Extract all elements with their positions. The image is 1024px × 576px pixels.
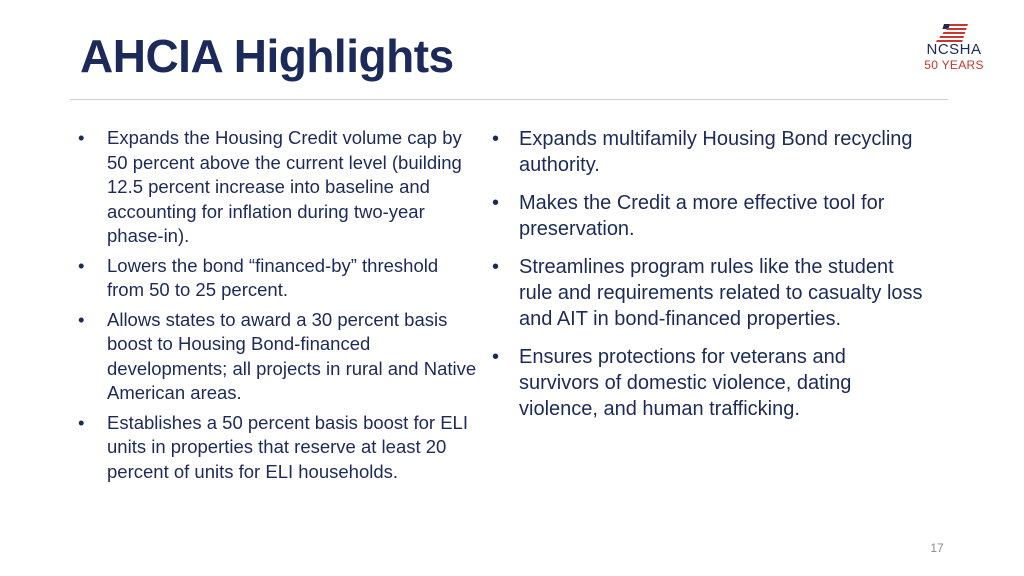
page-number: 17 xyxy=(930,541,944,555)
list-item xyxy=(490,344,930,422)
list-item-text: Expands multifamily Housing Bond recycling authority. xyxy=(519,128,913,176)
list-item-text: Streamlines program rules like the student rule and requirements related to casualty loss and AIT in bond-financed properties. xyxy=(519,256,923,330)
bullet-icon: • xyxy=(492,346,500,368)
list-item-text: Expands the Housing Credit volume cap by 50 percent above the current level (building 12.5 percent increase into baseline and accounting for inflation during two-year phase-in). xyxy=(107,127,462,246)
logo-subtitle: 50 YEARS xyxy=(924,58,984,72)
bullet-icon: • xyxy=(78,411,85,433)
bullet-icon: • xyxy=(78,254,85,276)
list-item xyxy=(490,190,930,242)
list-item xyxy=(490,254,930,332)
bullet-icon: • xyxy=(492,256,500,278)
list-item xyxy=(78,411,478,485)
bullet-icon: • xyxy=(78,127,85,148)
title-divider xyxy=(70,99,948,100)
list-item xyxy=(78,254,478,303)
right-bullet-list xyxy=(490,126,930,434)
list-item-text: Lowers the bond “financed-by” threshold from 50 to 25 percent. xyxy=(107,254,439,300)
logo-name: NCSHA xyxy=(926,41,982,58)
list-item-text: Establishes a 50 percent basis boost for ELI units in properties that reserve at least 20 percent of units for ELI households. xyxy=(107,411,468,482)
list-item xyxy=(78,126,478,249)
list-item xyxy=(78,308,478,406)
list-item-text: Allows states to award a 30 percent basis boost to Housing Bond-financed developments; all projects in rural and Native American areas. xyxy=(107,308,477,403)
list-item-text: Ensures protections for veterans and survivors of domestic violence, dating violence, and human trafficking. xyxy=(519,346,852,420)
left-bullet-list xyxy=(78,126,478,489)
bullet-icon: • xyxy=(78,308,85,330)
list-item xyxy=(490,126,930,178)
list-item-text: Makes the Credit a more effective tool for preservation. xyxy=(519,192,885,240)
bullet-icon: • xyxy=(492,128,500,150)
ncsha-logo xyxy=(916,22,992,74)
bullet-icon: • xyxy=(492,192,500,214)
slide-title: AHCIA Highlights xyxy=(80,30,454,82)
